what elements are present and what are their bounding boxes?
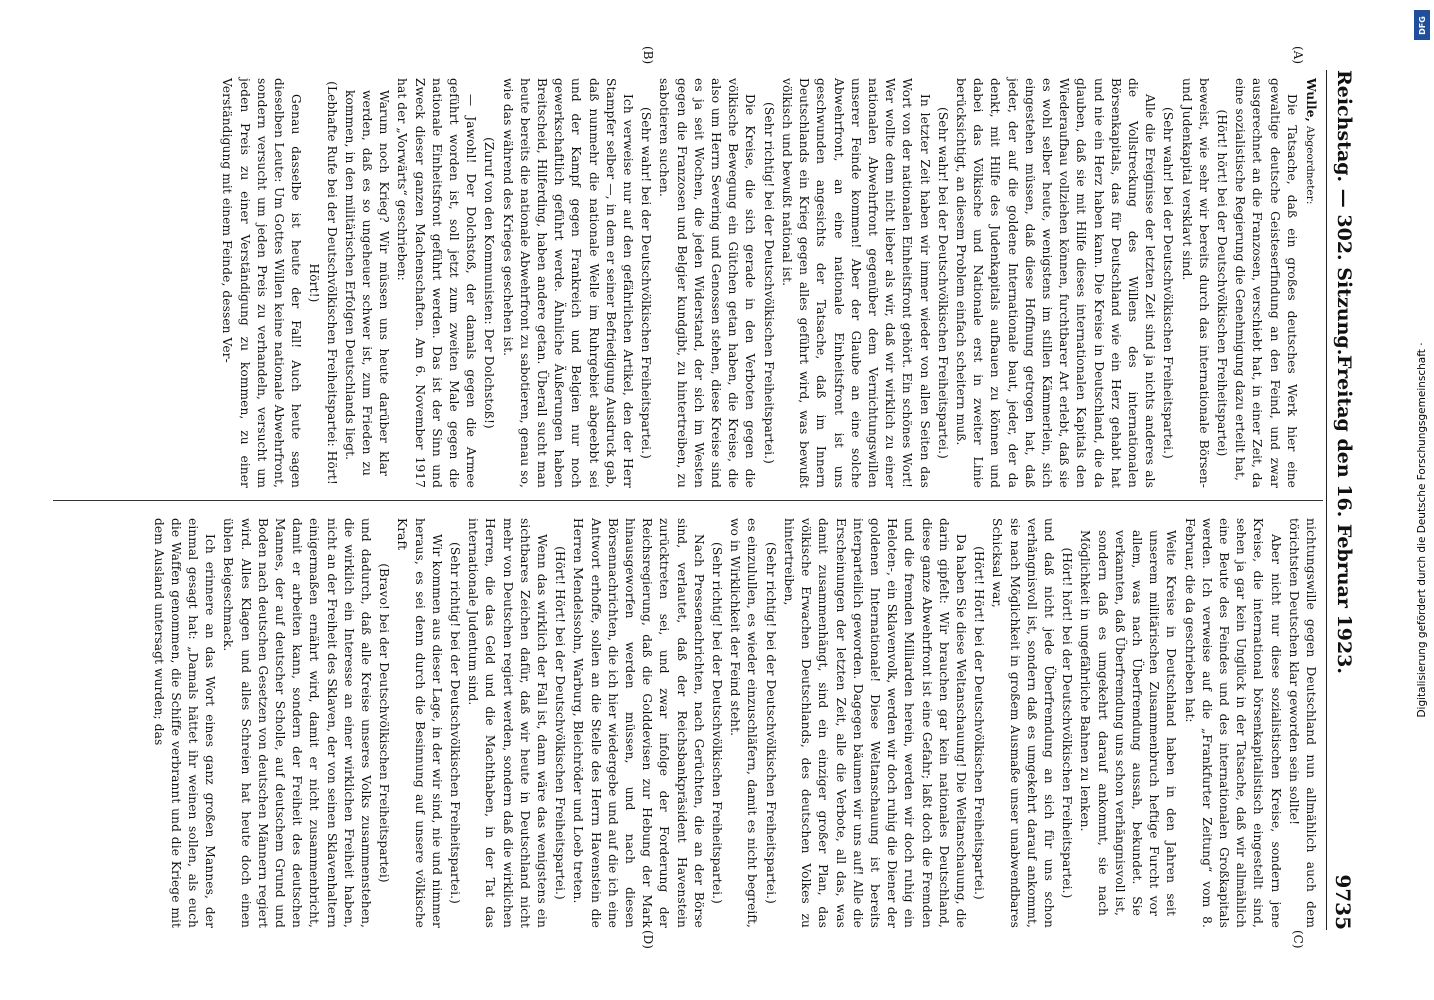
paragraph: Ich verweise nur auf den gefährlichen Artikel, den der Herr Stampfer selber —, in dem er seiner Befriedigung Ausdruck gab, daß nunmehr die nationale Welle im Ruhrgebiet abgeebbt sei und der Kampf gegen Frankreich und Belgien nur noch gewerkschaftlich geführt werde. Ähnliche Äußerungen haben Breitscheid, Hilferding, haben andere getan. Überall sucht man heute bereits die nationale Abwehrfront zu sabotieren, genau so, wie das während des Krieges geschehen ist.	[500, 78, 636, 488]
interjection: (Hört! Hört! bei der Deutschvölkischen Freiheitspartei.)	[553, 546, 568, 900]
paragraph: Genau dasselbe ist heute der Fall! Auch heute sagen dieselben Leute: Um Gottes Willen keine nationale Abwehrfront, sondern versucht um jeden Preis zu verhandeln, versucht um jeden Preis zu einer Verständigung zu kommen, zu einer Verständigung mit einem Feinde, dessen Ver-	[220, 78, 304, 488]
page-header	[1329, 70, 1357, 930]
right-column	[148, 518, 1319, 928]
interjection: (Sehr wahr! bei der Deutschvölkischen Freiheitspartei.)	[639, 107, 654, 459]
paragraph: Alle die Ereignisse der letzten Zeit sind ja nichts anderes als die Vollstreckung des Willens des internationalen Börsenkapitals, das für Deutschland wie ein Herz gehabt hat und nie ein Herz haben kann. Die Kreise in Deutschland, die da glauben, daß sie mit Hilfe dieses internationalen Kapitals den Wiederaufbau vollziehen können, furchtbarer Art erlebt, daß sie es wohl selber heute, wenigstens im stillen Kämmerlein, sich eingestehen müssen, daß diese Hoffnung getrogen hat, daß jeder, der auf die goldene Internationale baut, jeder, der da denkt, mit Hilfe des Judenkapitals aufbauen zu können und dabei das Völkische und Nationale erst in zweiter Linie berücksichtigt, an diesem Problem einfach scheitern muß.	[953, 78, 1158, 488]
interjection: (Sehr wahr! bei der Deutschvölkischen Freiheitspartei.)	[935, 107, 950, 459]
margin-label-a: (A)	[1291, 46, 1305, 65]
margin-label-b: (B)	[641, 46, 655, 65]
column-divider	[53, 500, 1323, 501]
paragraph: Wir kommen aus dieser Lage, in der wir sind, nie und nimmer heraus, es sei denn durch die Besinnung auf unsere völkische Kraft	[395, 518, 444, 928]
speaker-line	[1301, 78, 1319, 488]
quotation: Weite Kreise in Deutschland haben in den Jahren seit unserem militärischen Zusammenbruch heftige Furcht vor allem, was nach Überfremdung aussah, bekundet. Sie verkannten, daß Überfremdung uns schon verhängnisvoll ist, sondern daß es umgekehrt darauf ankommt, sie nach Möglichkeit in ungefährliche Bahnen zu lenken.	[1078, 530, 1179, 916]
margin-label-d: (D)	[641, 930, 655, 949]
header-date: Freitag den 16. Februar 1923.	[1333, 355, 1355, 675]
speaker-role: Abgeordneter:	[1304, 125, 1316, 205]
paragraph: In letzter Zeit haben wir immer wieder von allen Seiten das Wort von der nationalen Einheitsfront gehört. Ein schönes Wort! Wer wollte denn nicht lieber als wir, daß wir wirklich zu einer nationalen Abwehrfront gegenüber dem Vernichtungswillen unserer Feinde kommen! Aber der Glaube an eine solche Abwehrfront, an eine nationale Einheitsfront ist uns geschwunden angesichts der Tatsache, daß im Innern Deutschlands ein Krieg gegen alles geführt wird, was bewußt völkisch und bewußt national ist.	[779, 78, 932, 488]
header-rule	[1326, 70, 1327, 930]
interjection: (Sehr richtig! bei der Deutschvölkischen Freiheitspartei.)	[448, 542, 463, 904]
interjection: (Hört! hört! bei der Deutschvölkischen Freiheitspartei.)	[1060, 547, 1075, 899]
paragraph: es einzulullen, es wieder einzuschläfern, damit es nicht begreift, wo in Wirklichkeit der Feind steht.	[728, 518, 760, 928]
interjection: (Sehr wahr! bei der Deutschvölkischen Freiheitspartei.)	[1161, 107, 1176, 459]
interjection: (Zuruf von den Kommunisten: Der Dolchstoß!)	[482, 137, 497, 429]
interjection: (Sehr richtig! bei der Deutschvölkischen Freiheitspartei.)	[763, 542, 778, 904]
paragraph: und dadurch, daß alle Kreise unseres Volks zusammenstehen, die wirklich ein Interesse an einer wirklichen Freiheit haben, nicht an der Freiheit des Sklaven, der von seinen Sklavenhaltern einigermaßen ernährt wird, damit er nicht zusammenbricht, damit er arbeiten kann, sondern der Freiheit des deutschen Mannes, der auf deutscher Scholle, auf deutschem Grund und Boden nach deutschen Gesetzen von deutschen Männern regiert wird. Alles Klagen und alles Schreien hat heute doch einen üblen Beigeschmack.	[221, 518, 374, 928]
quotation: Warum noch Krieg? Wir müssen uns heute darüber klar werden, daß es so ungeheuer schwer ist, zum Frieden zu kommen, in den militärischen Erfolgen Deutschlands liegt.	[342, 90, 392, 476]
interjection: (Hört! hört! bei der Deutschvölkischen Freiheitspartei)	[1214, 109, 1229, 457]
dfg-sidebar	[1410, 0, 1434, 1000]
header-title: Reichstag. — 302. Sitzung.	[1333, 70, 1355, 356]
interjection: (Sehr richtig! bei der Deutschvölkischen Freiheitspartei.)	[761, 102, 776, 464]
paragraph: Aber nicht nur diese sozialistischen Kreise, sondern jene Kreise, die international börsenkapitalistisch eingestellt sind, sehen ja gar kein Unglück in der Tatsache, daß wir allmählich eine Beute des Feindes und des internationalen Großkapitals werden. Ich verweise auf die „Frankfurter Zeitung“ vom 8. Februar, die da geschrieben hat:	[1182, 518, 1283, 928]
paragraph: beweist, wie sehr wir bereits durch das internationale Börsen- und Judenkapital versklavt sind.	[1179, 78, 1211, 488]
paragraph: — Jawohl! Der Dolchstoß, der damals gegen die Armee geführt worden ist, soll jetzt zum zweiten Male gegen die nationale Einheitsfront geführt werden. Das ist der Sinn und Zweck dieser ganzen Machenschaften. Am 6. November 1917 hat der „Vorwärts“ geschrieben:	[395, 78, 479, 488]
rotated-page	[35, 40, 1375, 960]
paragraph: nichtungswille gegen Deutschland nun allmählich auch dem törichtsten Deutschen klar geworden sein sollte!	[1286, 518, 1318, 928]
interjection: (Bravo! bei der Deutschvölkischen Freiheitspartei)	[377, 563, 392, 883]
digitization-credit: Digitalisierung gefördert durch die Deutsche Forschungsgemeinschaft ·	[1416, 342, 1428, 718]
speaker-name: Wulle,	[1304, 78, 1318, 122]
paragraph: Ich erinnere an das Wort eines ganz großen Mannes, der einmal gesagt hat: „Damals hättet ihr weinen sollen, als euch die Waffen genommen, die Schiffe verbrannt und die Kriege mit dem Ausland untersagt wurden; das	[151, 518, 218, 928]
paragraph: Da haben Sie diese Weltanschauung! Die Weltanschauung, die darin gipfelt: Wir brauchen gar kein nationales Deutschland, diese ganze Abwehrfront ist eine Gefahr; laßt doch die Fremden und die fremden Milliarden herein, werden wir doch ruhig ein Heloten-, ein Sklavenvolk, werden wir doch ruhig die Diener der goldenen Internationale! Diese Weltanschauung ist bereits interparteilich geworden. Dagegen bäumen wir uns auf! Alle die Erscheinungen der letzten Zeit, alle die Verbote, all das, was damit zusammenhängt, sind ein einziger großer Plan, das völkische Erwachen Deutschlands, des deutschen Volkes zu hintertreiben,	[781, 518, 968, 928]
paragraph: Die Kreise, die sich gerade in den Verboten gegen die völkische Bewegung ein Gütchen getan haben, die Kreise, die also um Herrn Severing und Genossen stehen, diese Kreise sind es ja seit Wochen, die jeden Widerstand, der sich im Westen gegen die Franzosen und Belgier kundgibt, zu hintertreiben, zu sabotieren suchen.	[657, 78, 758, 488]
dfg-logo-icon: DFG	[1414, 10, 1430, 40]
interjection: (Sehr richtig! bei der Deutschvölkischen Freiheitspartei.)	[710, 542, 725, 904]
left-column	[217, 78, 1319, 488]
paragraph: Die Tatsache, daß ein großes deutsches Werk hier eine gewaltige deutsche Geisteserfindung an den Feind, und zwar ausgerechnet an die Franzosen, verschiebt hat, in einer Zeit, da eine sozialistische Regierung die Genehmigung dazu erteilt hat,	[1233, 78, 1299, 488]
interjection: (Hört! Hört! bei der Deutschvölkischen Freiheitspartei.)	[972, 546, 987, 900]
paragraph: und daß nicht jede Überfremdung an sich für uns schon verhängnisvoll ist, sondern daß es umgekehrt darauf ankommt, sie nach Möglichkeit in großem Ausmaße unser unabwendbares Schicksal war,	[990, 518, 1056, 928]
paragraph: Nach Pressenachrichten, nach Gerüchten, die an der Börse sind, verlautet, daß der Reichsbankpräsident Havenstein zurücktreten sei, und zwar infolge der Forderung der Reichsregierung, daß die Golddevisen zur Hebung der Mark hinausgeworfen werden müssen, und nach diesen Börsennachrichten, die ich hier wiedergebe und auf die ich eine Antwort erhoffe, sollen an die Stelle des Herrn Havenstein die Herren Mendelssohn, Warburg, Bleichröder und Loeb treten.	[571, 518, 706, 928]
margin-label-c: (C)	[1291, 930, 1305, 949]
page-number: 9735	[1331, 874, 1355, 930]
interjection: (Lebhafte Rufe bei der Deutschvölkischen Freiheitspartei: Hört! Hört!)	[307, 81, 339, 485]
paragraph: Wenn das wirklich der Fall ist, dann wäre das wenigstens ein sichtbares Zeichen dafür, daß wir heute in Deutschland nicht mehr von Deutschen regiert werden, sondern daß die wirklichen Herren, die das Geld und die Machthaben, in der Tat das internationale Judentum sind.	[466, 518, 550, 928]
